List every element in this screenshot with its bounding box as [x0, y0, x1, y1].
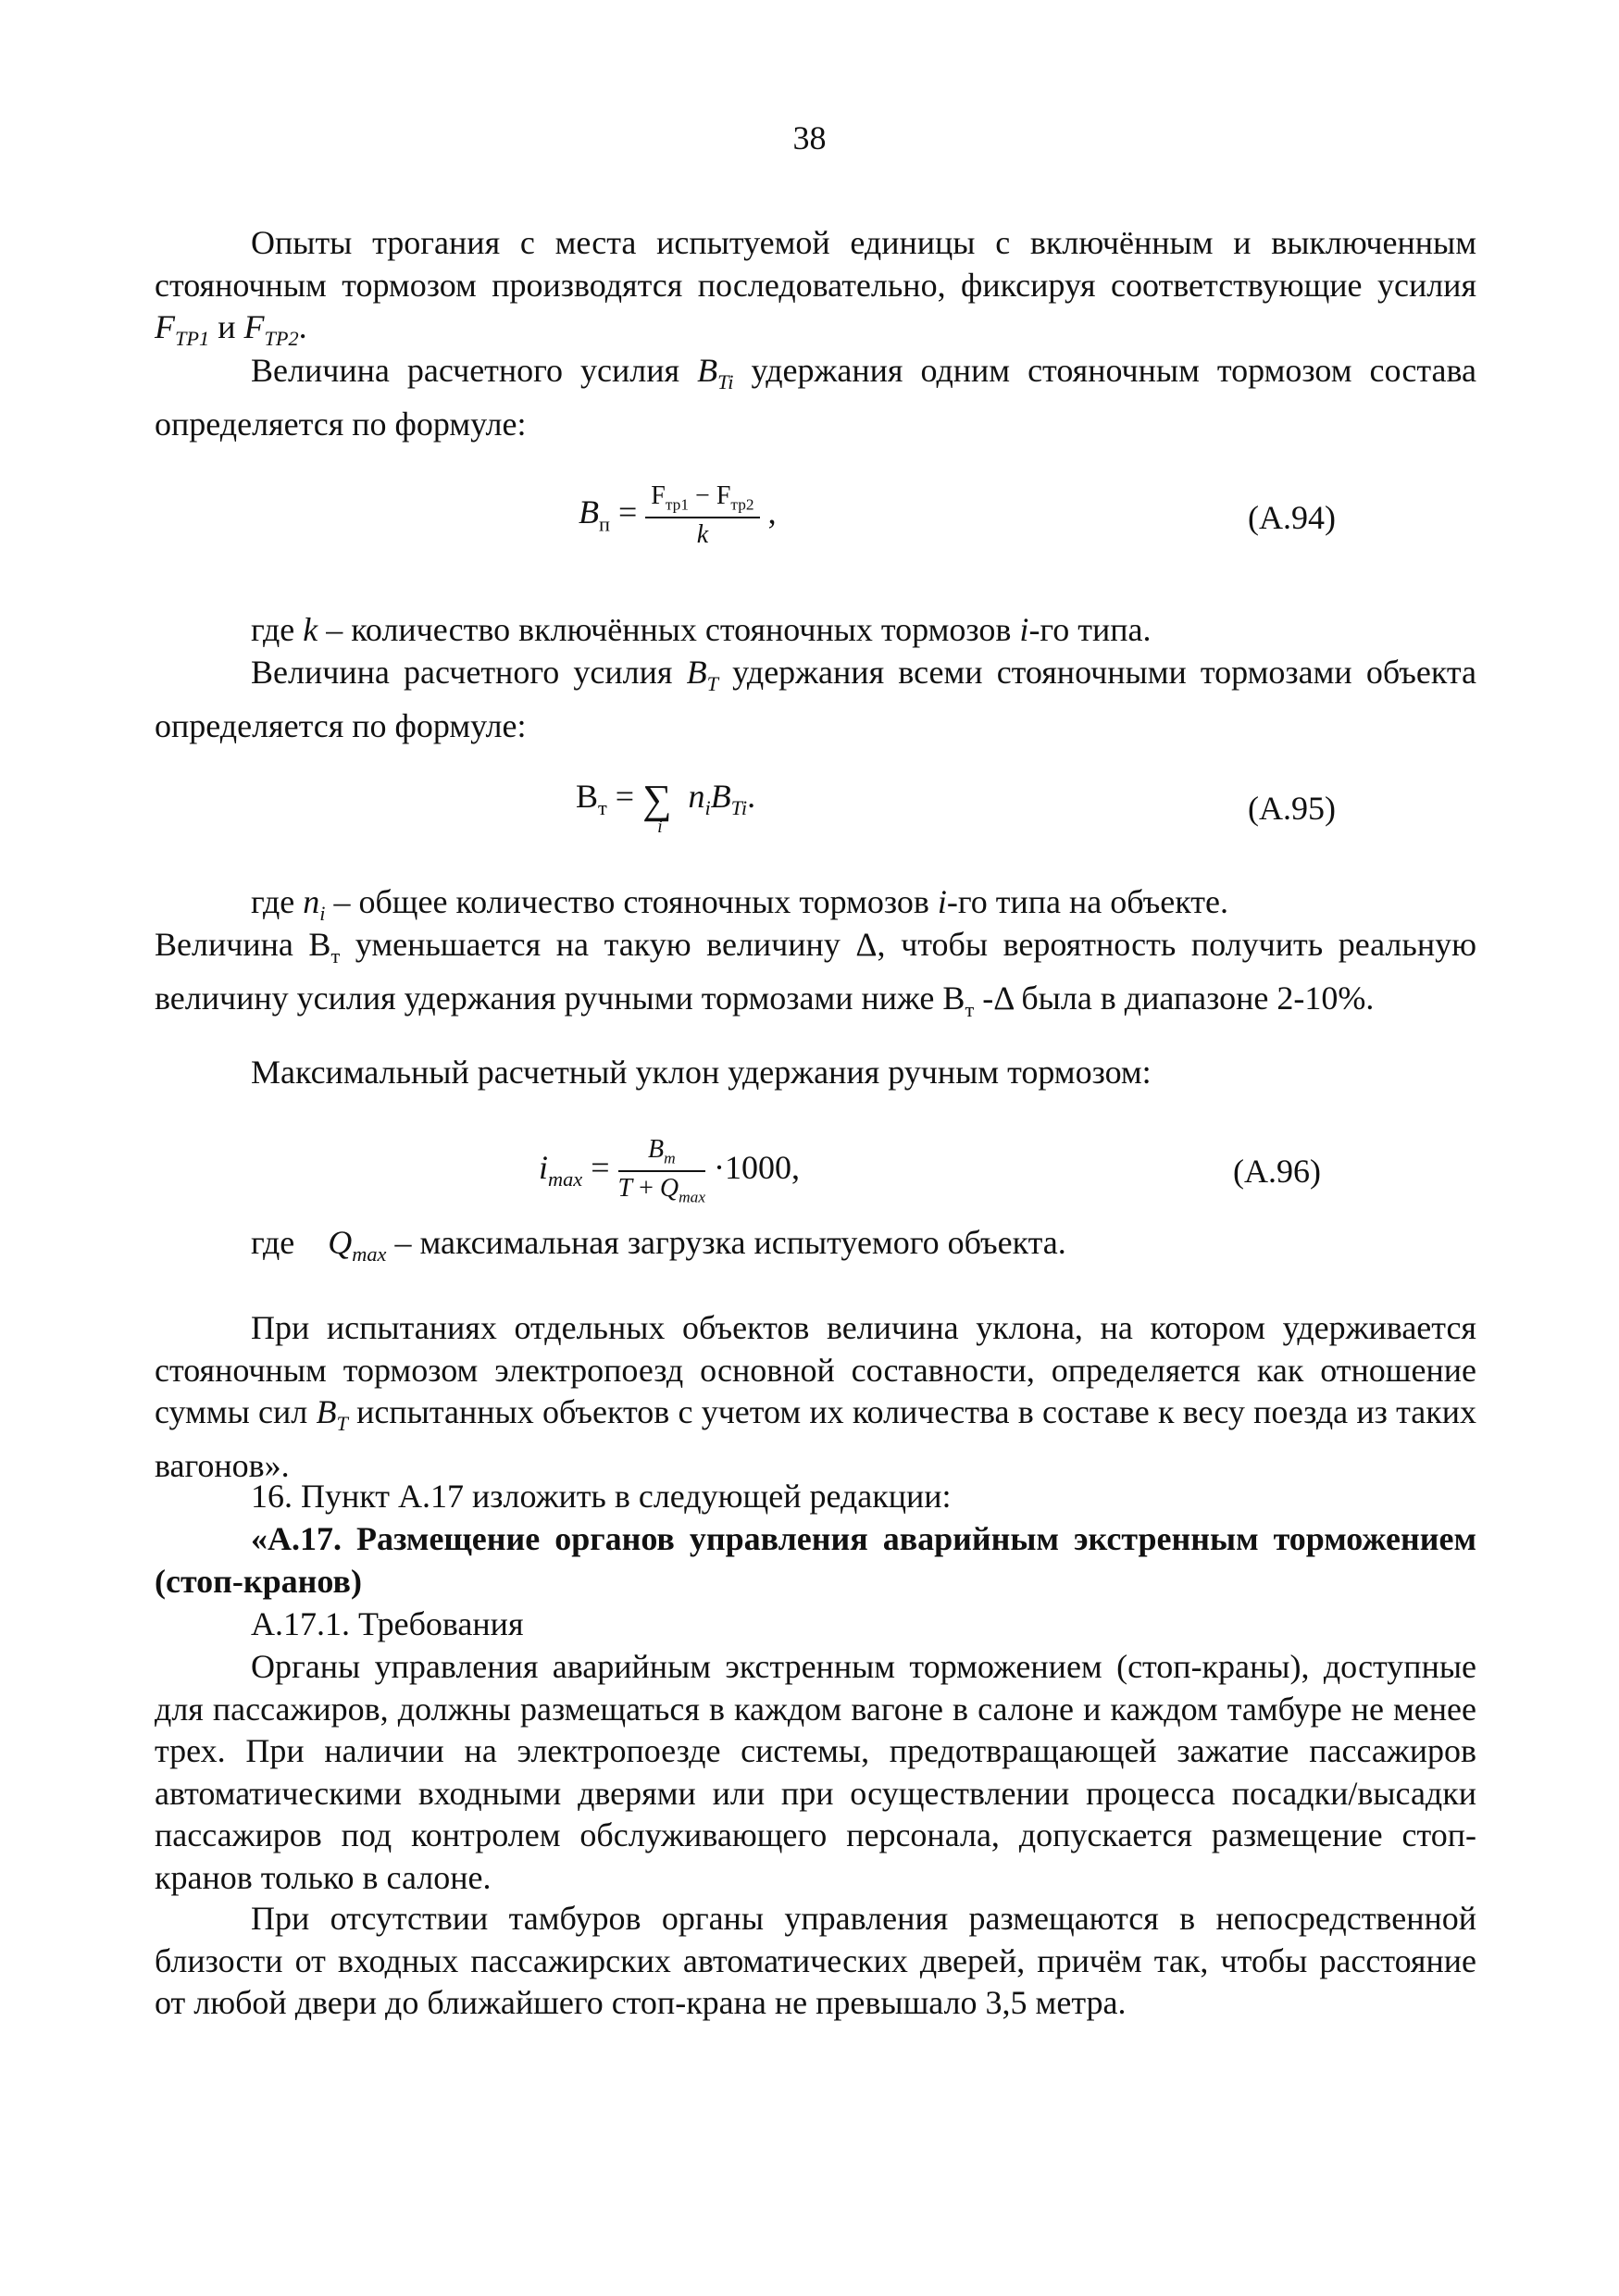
subsection-heading-a17-1: А.17.1. Требования: [251, 1605, 524, 1642]
formula-a96: $i_{max}$ = $\frac{B_т}{T + Q_{max}}$ ·1000,: [539, 1135, 801, 1206]
sum-symbol: ∑ i: [642, 777, 672, 837]
formula-a94: $B_п$ = $\frac{F_{тр1} - F_{тр2}}{k}$ ,: [579, 481, 777, 549]
formula-a94-fraction: $\frac{F_{тр1} - F_{тр2}}{k}$: [645, 481, 759, 550]
section-heading-a17: «А.17. Размещение органов управления аварийным экстренным торможением (стоп-кранов): [155, 1520, 1476, 1600]
formula-a96-number: (А.96): [1233, 1153, 1321, 1190]
paragraph-single-brake-force: Величина расчетного усилия $B_{Ti}$ удержания одним стояночным тормозом состава определяется по формуле:: [155, 352, 1476, 443]
page-number: 38: [792, 119, 827, 156]
paragraph-where-ni: где $n_i$ – общее количество стояночных тормозов i-го типа на объекте.: [251, 883, 1228, 926]
paragraph-stop-valves-placement: Органы управления аварийным экстренным торможением (стоп-краны), доступные для пассажиров, должны размещаться в каждом вагоне в салоне и каждом тамбуре не менее трех. При наличии на электропоезде системы, предотвращающей зажатие пассажиров автоматическими входными дверями или при осуществлении процесса посадки/высадки пассажиров под контролем обслуживающего персонала, допускается размещение стоп-кранов только в салоне.: [155, 1648, 1476, 1896]
formula-a95: $В_т$ = ∑ i $n_iB_{Ti}$.: [576, 777, 756, 837]
formula-a96-fraction: $\frac{B_т}{T + Q_{max}}$: [617, 1135, 706, 1206]
paragraph-separate-objects: При испытаниях отдельных объектов величина уклона, на котором удерживается стояночным тормозом электропоезд основной составности, определяется как отношение суммы сил $B_T$ испытанных объектов с учетом их количества в составе к весу поезда из таких вагонов».: [155, 1309, 1476, 1484]
paragraph-where-k: где k – количество включённых стояночных тормозов i-го типа.: [251, 611, 1152, 648]
paragraph-reduction-delta: Величина $В_т$ уменьшается на такую величину Δ, чтобы вероятность получить реальную величину усилия удержания ручными тормозами ниже $В_т$ -Δ была в диапазоне 2-10%.: [155, 926, 1476, 1021]
paragraph-all-brakes-force: Величина расчетного усилия $B_T$ удержания всеми стояночными тормозами объекта определяется по формуле:: [155, 654, 1476, 744]
paragraph-starting-tests: Опыты трогания с места испытуемой единицы с включённым и выключенным стояночным тормозом производятся последовательно, фиксируя соответствующие усилия $F_{TP1}$ и $F_{TP2}$.: [155, 224, 1476, 351]
paragraph-max-slope: Максимальный расчетный уклон удержания ручным тормозом:: [251, 1054, 1152, 1091]
paragraph-item-16: 16. Пункт А.17 изложить в следующей редакции:: [251, 1478, 952, 1515]
paragraph-where-qmax: где $Q_{max}$ – максимальная загрузка испытуемого объекта.: [251, 1224, 1066, 1267]
formula-a94-number: (А.94): [1248, 499, 1336, 536]
formula-a95-number: (А.95): [1248, 790, 1336, 827]
paragraph-no-vestibules: При отсутствии тамбуров органы управления размещаются в непосредственной близости от входных пассажирских автоматических дверей, причём так, чтобы расстояние от любой двери до ближайшего стоп-крана не превышало 3,5 метра.: [155, 1900, 1476, 2021]
sum-index: i: [657, 817, 663, 837]
